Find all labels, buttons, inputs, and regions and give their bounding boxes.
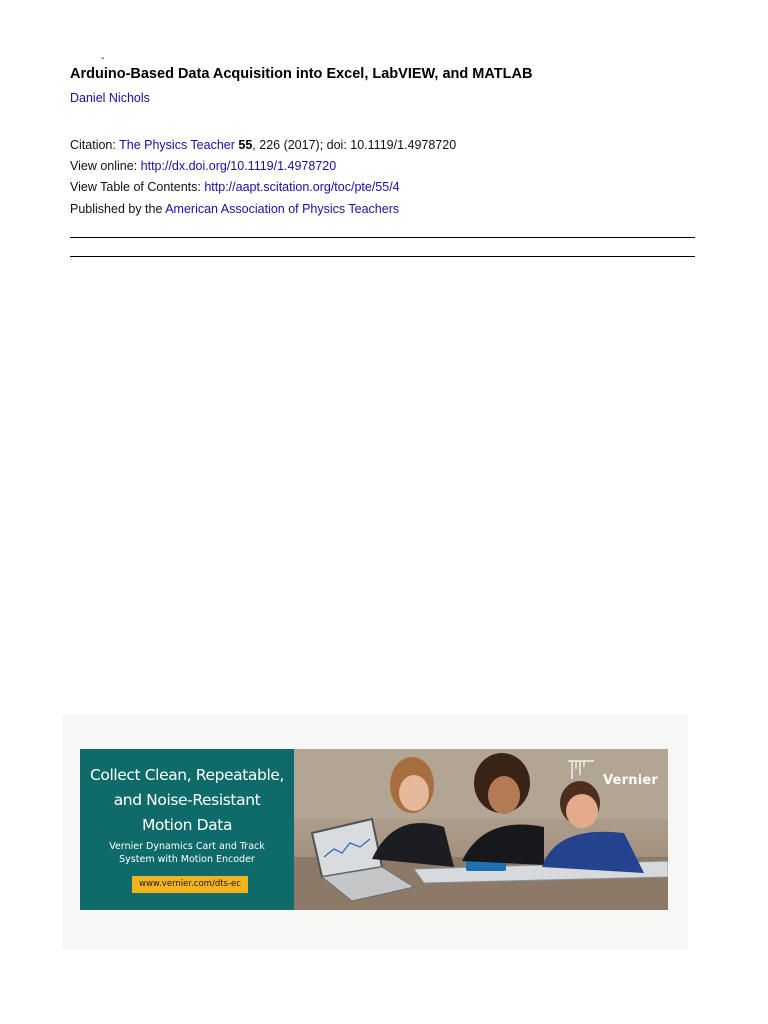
- vernier-ad-banner[interactable]: [80, 749, 668, 910]
- publisher-line: [70, 200, 399, 218]
- ad-subtitle-line-2: System with Motion Encoder: [119, 854, 255, 865]
- header-tick: -: [101, 53, 105, 64]
- citation-line: [70, 136, 456, 154]
- journal-link[interactable]: The Physics Teacher: [119, 138, 235, 152]
- ad-photo: [294, 749, 668, 910]
- publisher-link[interactable]: American Association of Physics Teachers: [165, 202, 400, 216]
- ad-url-button[interactable]: www.vernier.com/dts-ec: [132, 876, 248, 893]
- author-link[interactable]: Daniel Nichols: [70, 91, 150, 105]
- citation-details: , 226 (2017); doi: 10.1119/1.4978720: [252, 138, 457, 152]
- publisher-label: Published by the: [70, 202, 166, 216]
- view-online-label: View online:: [70, 159, 141, 173]
- divider-bottom: [70, 256, 695, 257]
- ad-subtitle: [80, 840, 294, 866]
- view-online-link[interactable]: http://dx.doi.org/10.1119/1.4978720: [140, 159, 337, 173]
- article-title: Arduino-Based Data Acquisition into Excel, LabVIEW, and MATLAB: [70, 66, 533, 82]
- caliper-icon: [566, 759, 596, 783]
- divider-top: [70, 237, 695, 238]
- ad-headline-line-1: Collect Clean, Repeatable,: [89, 766, 285, 784]
- vernier-brand: Vernier: [603, 773, 658, 788]
- vernier-logo: [566, 757, 658, 787]
- ad-headline: [80, 763, 294, 838]
- toc-line: [70, 178, 400, 196]
- view-online-line: [70, 157, 336, 175]
- ad-headline-line-3: Motion Data: [141, 816, 233, 834]
- citation-label: Citation:: [70, 138, 120, 152]
- ad-headline-line-2: and Noise-Resistant: [113, 791, 261, 809]
- toc-link[interactable]: http://aapt.scitation.org/toc/pte/55/4: [204, 180, 400, 194]
- ad-text-panel: [80, 749, 294, 910]
- toc-label: View Table of Contents:: [70, 180, 205, 194]
- ad-subtitle-line-1: Vernier Dynamics Cart and Track: [109, 841, 265, 852]
- citation-volume: 55: [238, 138, 253, 152]
